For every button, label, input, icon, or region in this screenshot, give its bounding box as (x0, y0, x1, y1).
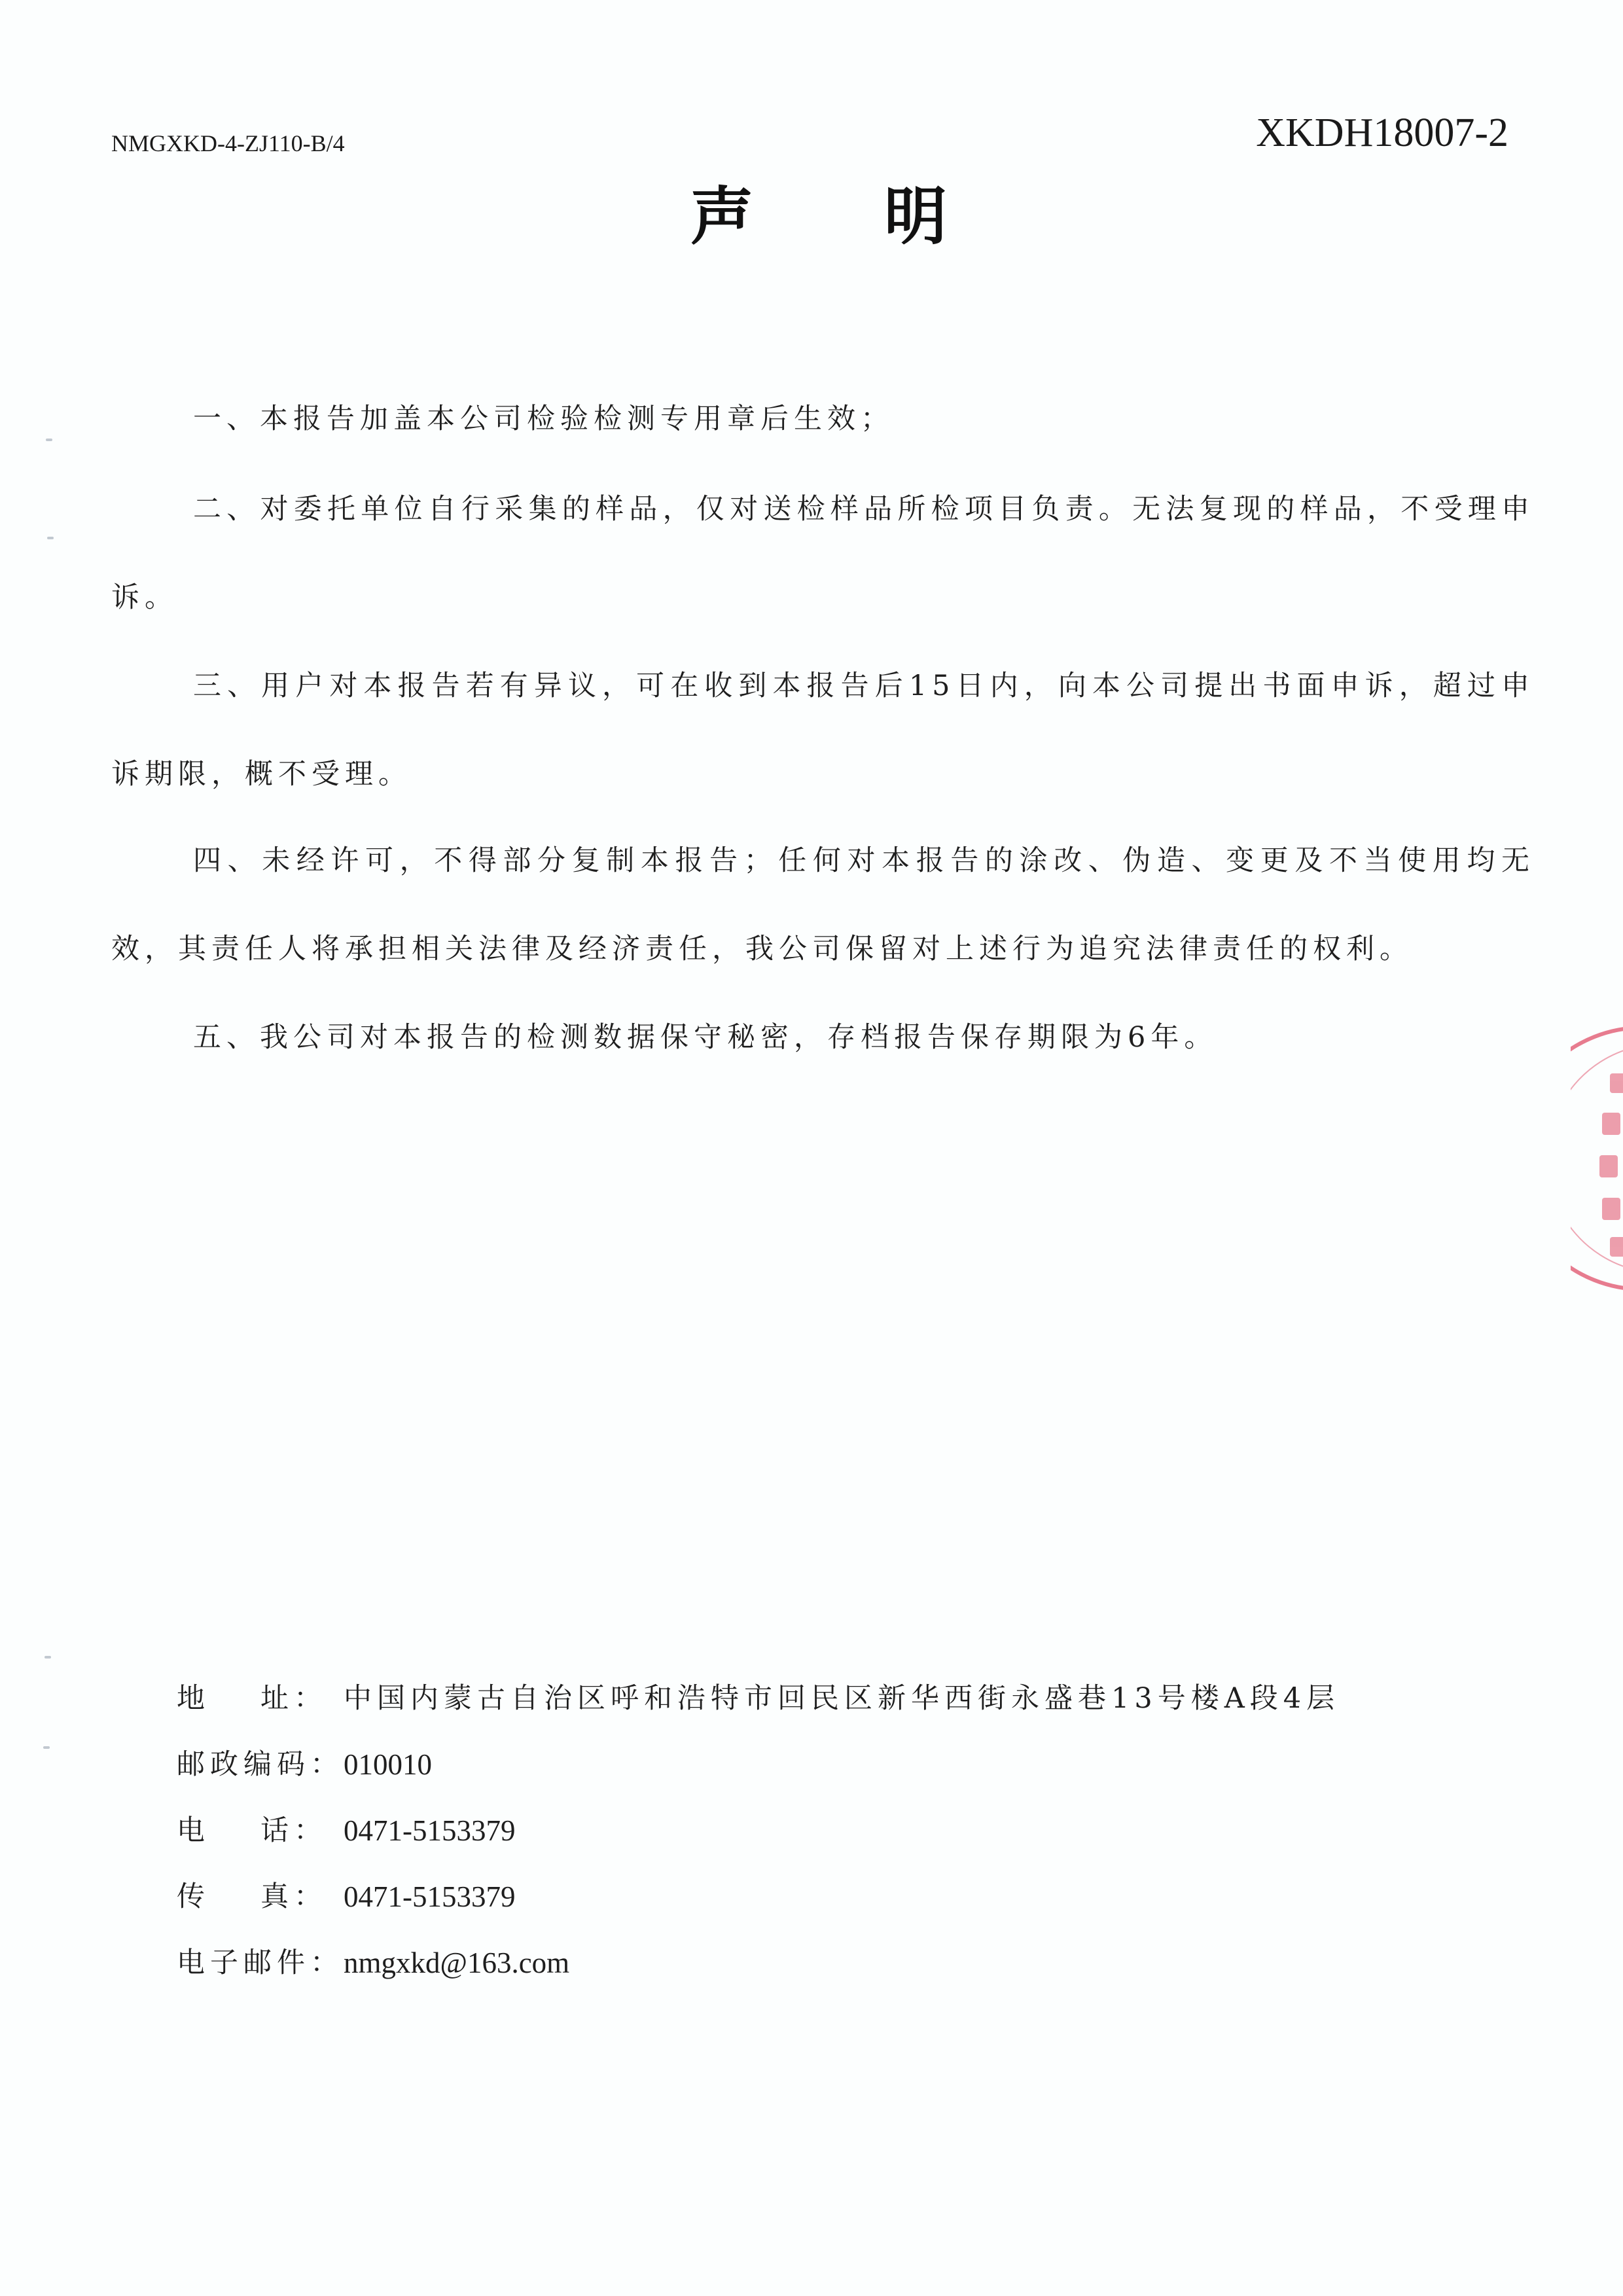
page-title: 声明 (690, 179, 1078, 253)
address-label (177, 1666, 344, 1732)
postcode-value: 010010 (344, 1748, 432, 1781)
clause-3: 三、用户对本报告若有异议，可在收到本报告后15日内，向本公司提出书面申诉，超过申诉期限，概不受理。 (111, 670, 1535, 791)
phone-label-part-1: 电 (177, 1814, 210, 1847)
fax-value: 0471-5153379 (344, 1880, 516, 1913)
clause-5: 五、我公司对本报告的检测数据保守秘密，存档报告保存期限为6年。 (193, 1021, 1218, 1054)
fax-label-part-2: 真： (260, 1880, 327, 1913)
clause-2: 二、对委托单位自行采集的样品，仅对送检样品所检项目负责。无法复现的样品，不受理申诉。 (111, 493, 1535, 614)
phone-label-part-2: 话： (260, 1814, 327, 1847)
fax-label (177, 1864, 344, 1930)
form-code: NMGXKD-4-ZJ110-B/4 (111, 130, 345, 156)
company-seal (1571, 1021, 1623, 1296)
address-label-part-2: 址： (260, 1682, 327, 1715)
postcode-label: 邮政编码： (177, 1748, 344, 1781)
scan-speck (46, 439, 52, 441)
clause-4: 四、未经许可，不得部分复制本报告；任何对本报告的涂改、伪造、变更及不当使用均无效，其责任人将承担相关法律及经济责任，我公司保留对上述行为追究法律责任的权利。 (111, 844, 1535, 965)
email-label: 电子邮件： (177, 1946, 344, 1979)
report-number: XKDH18007-2 (1256, 111, 1508, 155)
clause-1: 一、本报告加盖本公司检验检测专用章后生效； (193, 403, 894, 435)
postcode-row (177, 1732, 1340, 1798)
address-value: 中国内蒙古自治区呼和浩特市回民区新华西街永盛巷13号楼A段4层 (344, 1682, 1340, 1715)
contact-block (177, 1666, 1340, 1996)
scan-speck (47, 537, 54, 539)
email-row (177, 1930, 1340, 1996)
email-value: nmgxkd@163.com (344, 1946, 570, 1979)
address-label-part-1: 地 (177, 1682, 210, 1715)
phone-value: 0471-5153379 (344, 1814, 516, 1847)
fax-label-part-1: 传 (177, 1880, 210, 1913)
phone-label (177, 1798, 344, 1864)
phone-row (177, 1798, 1340, 1864)
scan-speck (45, 1656, 51, 1659)
fax-row (177, 1864, 1340, 1930)
address-row (177, 1666, 1340, 1732)
scan-speck (43, 1746, 50, 1749)
